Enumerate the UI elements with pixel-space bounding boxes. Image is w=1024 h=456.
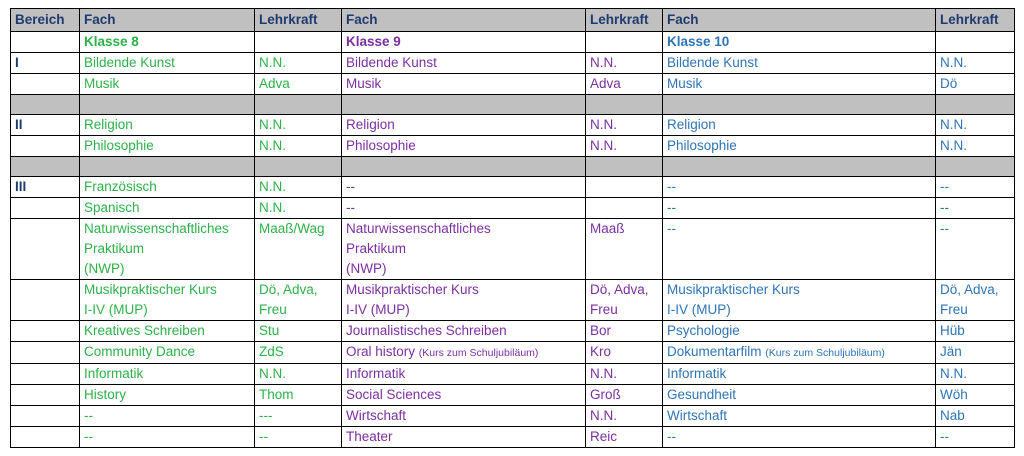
separator-cell bbox=[342, 95, 586, 115]
header-bereich: Bereich bbox=[11, 9, 80, 32]
lehrkraft-cell-k8: -- bbox=[255, 427, 342, 448]
separator-cell bbox=[80, 95, 255, 115]
fach-cell-k8: Informatik bbox=[80, 364, 255, 385]
table-row bbox=[11, 53, 1015, 74]
header-lehrkraft-k8: Lehrkraft bbox=[255, 9, 342, 32]
fach-cell-k10: Informatik bbox=[663, 364, 936, 385]
fach-cell-k10: Religion bbox=[663, 115, 936, 136]
separator-cell bbox=[663, 95, 936, 115]
table-row bbox=[11, 74, 1015, 95]
fach-cell-k9: Social Sciences bbox=[342, 385, 586, 406]
lehrkraft-cell-k10: Hüb bbox=[936, 321, 1015, 342]
table-row bbox=[11, 219, 1015, 280]
bereich-cell: II bbox=[11, 115, 80, 136]
fach-cell-k10: Musik bbox=[663, 74, 936, 95]
fach-cell-k9: -- bbox=[342, 177, 586, 198]
grade-row-empty-k9 bbox=[586, 32, 663, 53]
lehrkraft-cell-k8: N.N. bbox=[255, 177, 342, 198]
fach-cell-k10: Bildende Kunst bbox=[663, 53, 936, 74]
fach-cell-k10 bbox=[663, 280, 936, 321]
grade-row-empty-k8 bbox=[255, 32, 342, 53]
bereich-cell bbox=[11, 198, 80, 219]
fach-cell-k8 bbox=[80, 280, 255, 321]
lehrkraft-cell-k10: N.N. bbox=[936, 364, 1015, 385]
table-row bbox=[11, 177, 1015, 198]
table-row bbox=[11, 198, 1015, 219]
course-table-container bbox=[10, 8, 1015, 448]
fach-line: Musikpraktischer Kurs bbox=[667, 282, 800, 297]
separator-cell bbox=[11, 95, 80, 115]
lehrkraft-cell-k9: Maaß bbox=[586, 219, 663, 280]
lehrkraft-cell-k9: N.N. bbox=[586, 364, 663, 385]
bereich-cell bbox=[11, 136, 80, 157]
fach-cell-k9: Wirtschaft bbox=[342, 406, 586, 427]
bereich-cell bbox=[11, 427, 80, 448]
lehrkraft-cell-k9: N.N. bbox=[586, 115, 663, 136]
lehrkraft-cell-k8 bbox=[255, 280, 342, 321]
fach-cell-k9: Theater bbox=[342, 427, 586, 448]
lehrkraft-cell-k9: N.N. bbox=[586, 53, 663, 74]
fach-cell-k9: Informatik bbox=[342, 364, 586, 385]
fach-note: (Kurs zum Schuljubiläum) bbox=[765, 347, 885, 359]
bereich-cell bbox=[11, 321, 80, 342]
lehrkraft-cell-k9: N.N. bbox=[586, 406, 663, 427]
lehrkraft-cell-k10: -- bbox=[936, 198, 1015, 219]
separator-row bbox=[11, 157, 1015, 177]
separator-row bbox=[11, 95, 1015, 115]
header-fach-k9: Fach bbox=[342, 9, 586, 32]
lehrkraft-cell-k10: -- bbox=[936, 219, 1015, 280]
fach-text: Dokumentarfilm bbox=[667, 344, 762, 359]
separator-cell bbox=[11, 157, 80, 177]
fach-cell-k9 bbox=[342, 342, 586, 364]
bereich-cell bbox=[11, 385, 80, 406]
separator-cell bbox=[255, 95, 342, 115]
lehrkraft-line: Dö, Adva, bbox=[590, 282, 649, 297]
fach-cell-k10: Gesundheit bbox=[663, 385, 936, 406]
fach-cell-k9: Musik bbox=[342, 74, 586, 95]
lehrkraft-cell-k9 bbox=[586, 177, 663, 198]
lehrkraft-cell-k8: Stu bbox=[255, 321, 342, 342]
lehrkraft-cell-k8: Maaß/Wag bbox=[255, 219, 342, 280]
grade-row-bereich bbox=[11, 32, 80, 53]
fach-cell-k9: Philosophie bbox=[342, 136, 586, 157]
bereich-cell: III bbox=[11, 177, 80, 198]
lehrkraft-cell-k9 bbox=[586, 198, 663, 219]
lehrkraft-cell-k10: N.N. bbox=[936, 115, 1015, 136]
lehrkraft-cell-k10 bbox=[936, 280, 1015, 321]
lehrkraft-cell-k8: ZdS bbox=[255, 342, 342, 364]
grade-row bbox=[11, 32, 1015, 53]
separator-cell bbox=[586, 95, 663, 115]
separator-cell bbox=[342, 157, 586, 177]
separator-cell bbox=[663, 157, 936, 177]
lehrkraft-cell-k10: Dö bbox=[936, 74, 1015, 95]
lehrkraft-line: Freu bbox=[940, 302, 968, 317]
table-row bbox=[11, 280, 1015, 321]
lehrkraft-cell-k9: Bor bbox=[586, 321, 663, 342]
fach-cell-k10: -- bbox=[663, 198, 936, 219]
fach-cell-k9: Religion bbox=[342, 115, 586, 136]
lehrkraft-cell-k9: Reic bbox=[586, 427, 663, 448]
fach-cell-k9 bbox=[342, 280, 586, 321]
header-lehrkraft-k9: Lehrkraft bbox=[586, 9, 663, 32]
lehrkraft-cell-k10: N.N. bbox=[936, 136, 1015, 157]
lehrkraft-cell-k9: Groß bbox=[586, 385, 663, 406]
fach-line: (NWP) bbox=[84, 261, 125, 276]
fach-cell-k10: Philosophie bbox=[663, 136, 936, 157]
fach-cell-k10: Wirtschaft bbox=[663, 406, 936, 427]
fach-line: Musikpraktischer Kurs bbox=[84, 282, 217, 297]
fach-line: Musikpraktischer Kurs bbox=[346, 282, 479, 297]
table-row bbox=[11, 342, 1015, 364]
fach-cell-k8: Community Dance bbox=[80, 342, 255, 364]
fach-cell-k10 bbox=[663, 342, 936, 364]
lehrkraft-line: Dö, Adva, bbox=[940, 282, 999, 297]
fach-line: I-IV (MUP) bbox=[667, 302, 731, 317]
fach-cell-k8 bbox=[80, 219, 255, 280]
course-table bbox=[10, 8, 1015, 448]
separator-cell bbox=[936, 157, 1015, 177]
fach-cell-k10: Psychologie bbox=[663, 321, 936, 342]
fach-cell-k9: Journalistisches Schreiben bbox=[342, 321, 586, 342]
lehrkraft-cell-k9: N.N. bbox=[586, 136, 663, 157]
fach-cell-k10: -- bbox=[663, 219, 936, 280]
separator-cell bbox=[80, 157, 255, 177]
bereich-cell: I bbox=[11, 53, 80, 74]
fach-cell-k10: -- bbox=[663, 427, 936, 448]
grade-label-k10: Klasse 10 bbox=[663, 32, 936, 53]
fach-line: Praktikum bbox=[84, 241, 145, 256]
header-fach-k10: Fach bbox=[663, 9, 936, 32]
fach-line: I-IV (MUP) bbox=[346, 302, 410, 317]
fach-text: Oral history bbox=[346, 344, 416, 359]
lehrkraft-cell-k10: Nab bbox=[936, 406, 1015, 427]
fach-cell-k8: Bildende Kunst bbox=[80, 53, 255, 74]
fach-line: Naturwissenschaftliches bbox=[346, 221, 491, 236]
fach-cell-k8: Philosophie bbox=[80, 136, 255, 157]
lehrkraft-cell-k8: N.N. bbox=[255, 53, 342, 74]
lehrkraft-line: Freu bbox=[590, 302, 618, 317]
lehrkraft-cell-k8: N.N. bbox=[255, 364, 342, 385]
lehrkraft-cell-k8: --- bbox=[255, 406, 342, 427]
fach-cell-k9 bbox=[342, 219, 586, 280]
fach-line: Praktikum bbox=[346, 241, 407, 256]
lehrkraft-cell-k8: N.N. bbox=[255, 115, 342, 136]
lehrkraft-cell-k8: N.N. bbox=[255, 136, 342, 157]
bereich-cell bbox=[11, 219, 80, 280]
lehrkraft-line: Dö, Adva, bbox=[259, 282, 318, 297]
grade-row-empty-k10 bbox=[936, 32, 1015, 53]
table-row bbox=[11, 385, 1015, 406]
lehrkraft-cell-k8: N.N. bbox=[255, 198, 342, 219]
lehrkraft-cell-k8: Adva bbox=[255, 74, 342, 95]
table-row bbox=[11, 364, 1015, 385]
bereich-cell bbox=[11, 364, 80, 385]
header-row bbox=[11, 9, 1015, 32]
fach-cell-k8: -- bbox=[80, 406, 255, 427]
fach-cell-k9: Bildende Kunst bbox=[342, 53, 586, 74]
table-row bbox=[11, 321, 1015, 342]
fach-cell-k8: -- bbox=[80, 427, 255, 448]
fach-cell-k8: Musik bbox=[80, 74, 255, 95]
table-row bbox=[11, 115, 1015, 136]
lehrkraft-line: Freu bbox=[259, 302, 287, 317]
fach-cell-k9: -- bbox=[342, 198, 586, 219]
lehrkraft-cell-k10: N.N. bbox=[936, 53, 1015, 74]
lehrkraft-cell-k10: Wöh bbox=[936, 385, 1015, 406]
header-lehrkraft-k10: Lehrkraft bbox=[936, 9, 1015, 32]
fach-cell-k8: Spanisch bbox=[80, 198, 255, 219]
grade-label-k9: Klasse 9 bbox=[342, 32, 586, 53]
lehrkraft-cell-k10: -- bbox=[936, 427, 1015, 448]
fach-cell-k10: -- bbox=[663, 177, 936, 198]
lehrkraft-cell-k10: Jän bbox=[936, 342, 1015, 364]
separator-cell bbox=[936, 95, 1015, 115]
bereich-cell bbox=[11, 74, 80, 95]
header-fach-k8: Fach bbox=[80, 9, 255, 32]
lehrkraft-cell-k9: Adva bbox=[586, 74, 663, 95]
bereich-cell bbox=[11, 280, 80, 321]
lehrkraft-cell-k9 bbox=[586, 280, 663, 321]
lehrkraft-cell-k8: Thom bbox=[255, 385, 342, 406]
fach-line: Naturwissenschaftliches bbox=[84, 221, 229, 236]
separator-cell bbox=[586, 157, 663, 177]
lehrkraft-cell-k10: -- bbox=[936, 177, 1015, 198]
bereich-cell bbox=[11, 342, 80, 364]
table-row bbox=[11, 136, 1015, 157]
fach-line: (NWP) bbox=[346, 261, 387, 276]
fach-cell-k8: Religion bbox=[80, 115, 255, 136]
fach-line: I-IV (MUP) bbox=[84, 302, 148, 317]
lehrkraft-cell-k9: Kro bbox=[586, 342, 663, 364]
fach-note: (Kurs zum Schuljubiläum) bbox=[418, 347, 539, 359]
fach-cell-k8: Französisch bbox=[80, 177, 255, 198]
fach-cell-k8: History bbox=[80, 385, 255, 406]
fach-cell-k8: Kreatives Schreiben bbox=[80, 321, 255, 342]
grade-label-k8: Klasse 8 bbox=[80, 32, 255, 53]
bereich-cell bbox=[11, 406, 80, 427]
table-row bbox=[11, 406, 1015, 427]
table-row bbox=[11, 427, 1015, 448]
separator-cell bbox=[255, 157, 342, 177]
